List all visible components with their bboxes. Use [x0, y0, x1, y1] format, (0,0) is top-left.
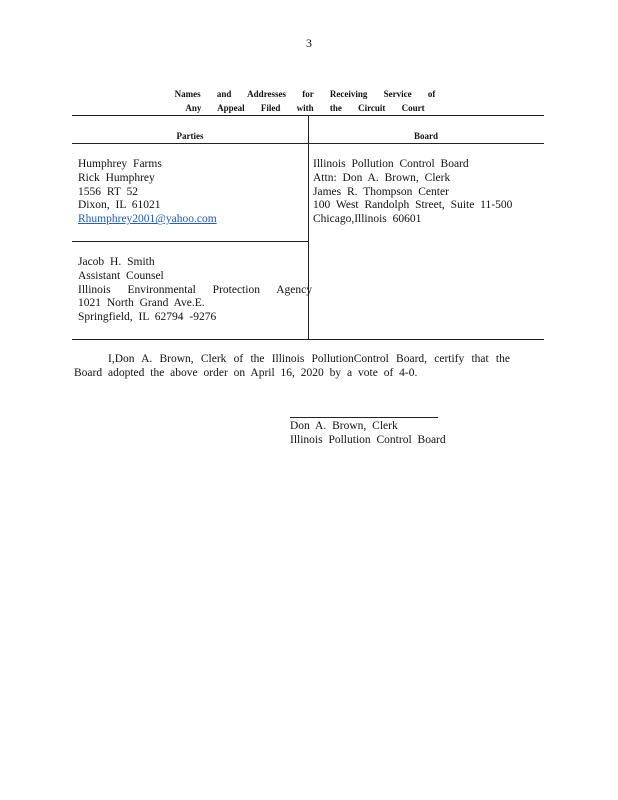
signature-line — [290, 417, 438, 418]
party-iepa — [78, 256, 312, 325]
board-city: Chicago,Illinois 60601 — [313, 213, 422, 226]
board-street: 100 West Randolph Street, Suite 11-500 — [313, 199, 513, 212]
page-number: 3 — [306, 36, 312, 50]
parties-row-divider — [72, 241, 308, 242]
signature-name: Don A. Brown, Clerk — [290, 420, 398, 432]
party-humphrey-farms — [78, 158, 247, 227]
service-heading-line-2: Any Appeal Filed with the Circuit Court — [185, 103, 425, 113]
party-city: Dixon, IL 61021 — [78, 199, 161, 212]
party-street: 1021 North Grand Ave.E. — [78, 297, 205, 310]
party-name: Jacob H. Smith — [78, 256, 155, 268]
party-contact: Rick Humphrey — [78, 171, 155, 184]
party-city: Springfield, IL 62794 -9276 — [78, 311, 217, 324]
party-street: 1556 RT 52 — [78, 185, 139, 198]
parties-column-header: Parties — [176, 131, 204, 141]
signature-org: Illinois Pollution Control Board — [290, 434, 446, 446]
board-address — [313, 158, 512, 227]
service-heading-line-1: Names and Addresses for Receiving Service of — [174, 89, 436, 99]
party-title: Assistant Counsel — [78, 269, 164, 282]
certification-text: I,Don A. Brown, Clerk of the Illinois PollutionControl Board, certify that the Board adopted the above order on April 16, 2020 by a vote of 4-0. — [74, 353, 510, 380]
party-email-link[interactable]: Rhumphrey2001@yahoo.com — [78, 213, 217, 226]
board-column-header: Board — [413, 131, 438, 141]
board-attn: Attn: Don A. Brown, Clerk — [313, 171, 451, 184]
board-name: Illinois Pollution Control Board — [313, 158, 469, 170]
table-bottom-border — [72, 339, 544, 340]
signature-block — [290, 419, 446, 447]
certification-paragraph — [74, 352, 510, 380]
party-agency: Illinois Environmental Protection Agency — [78, 283, 312, 296]
party-name: Humphrey Farms — [78, 158, 162, 170]
board-building: James R. Thompson Center — [313, 185, 449, 198]
